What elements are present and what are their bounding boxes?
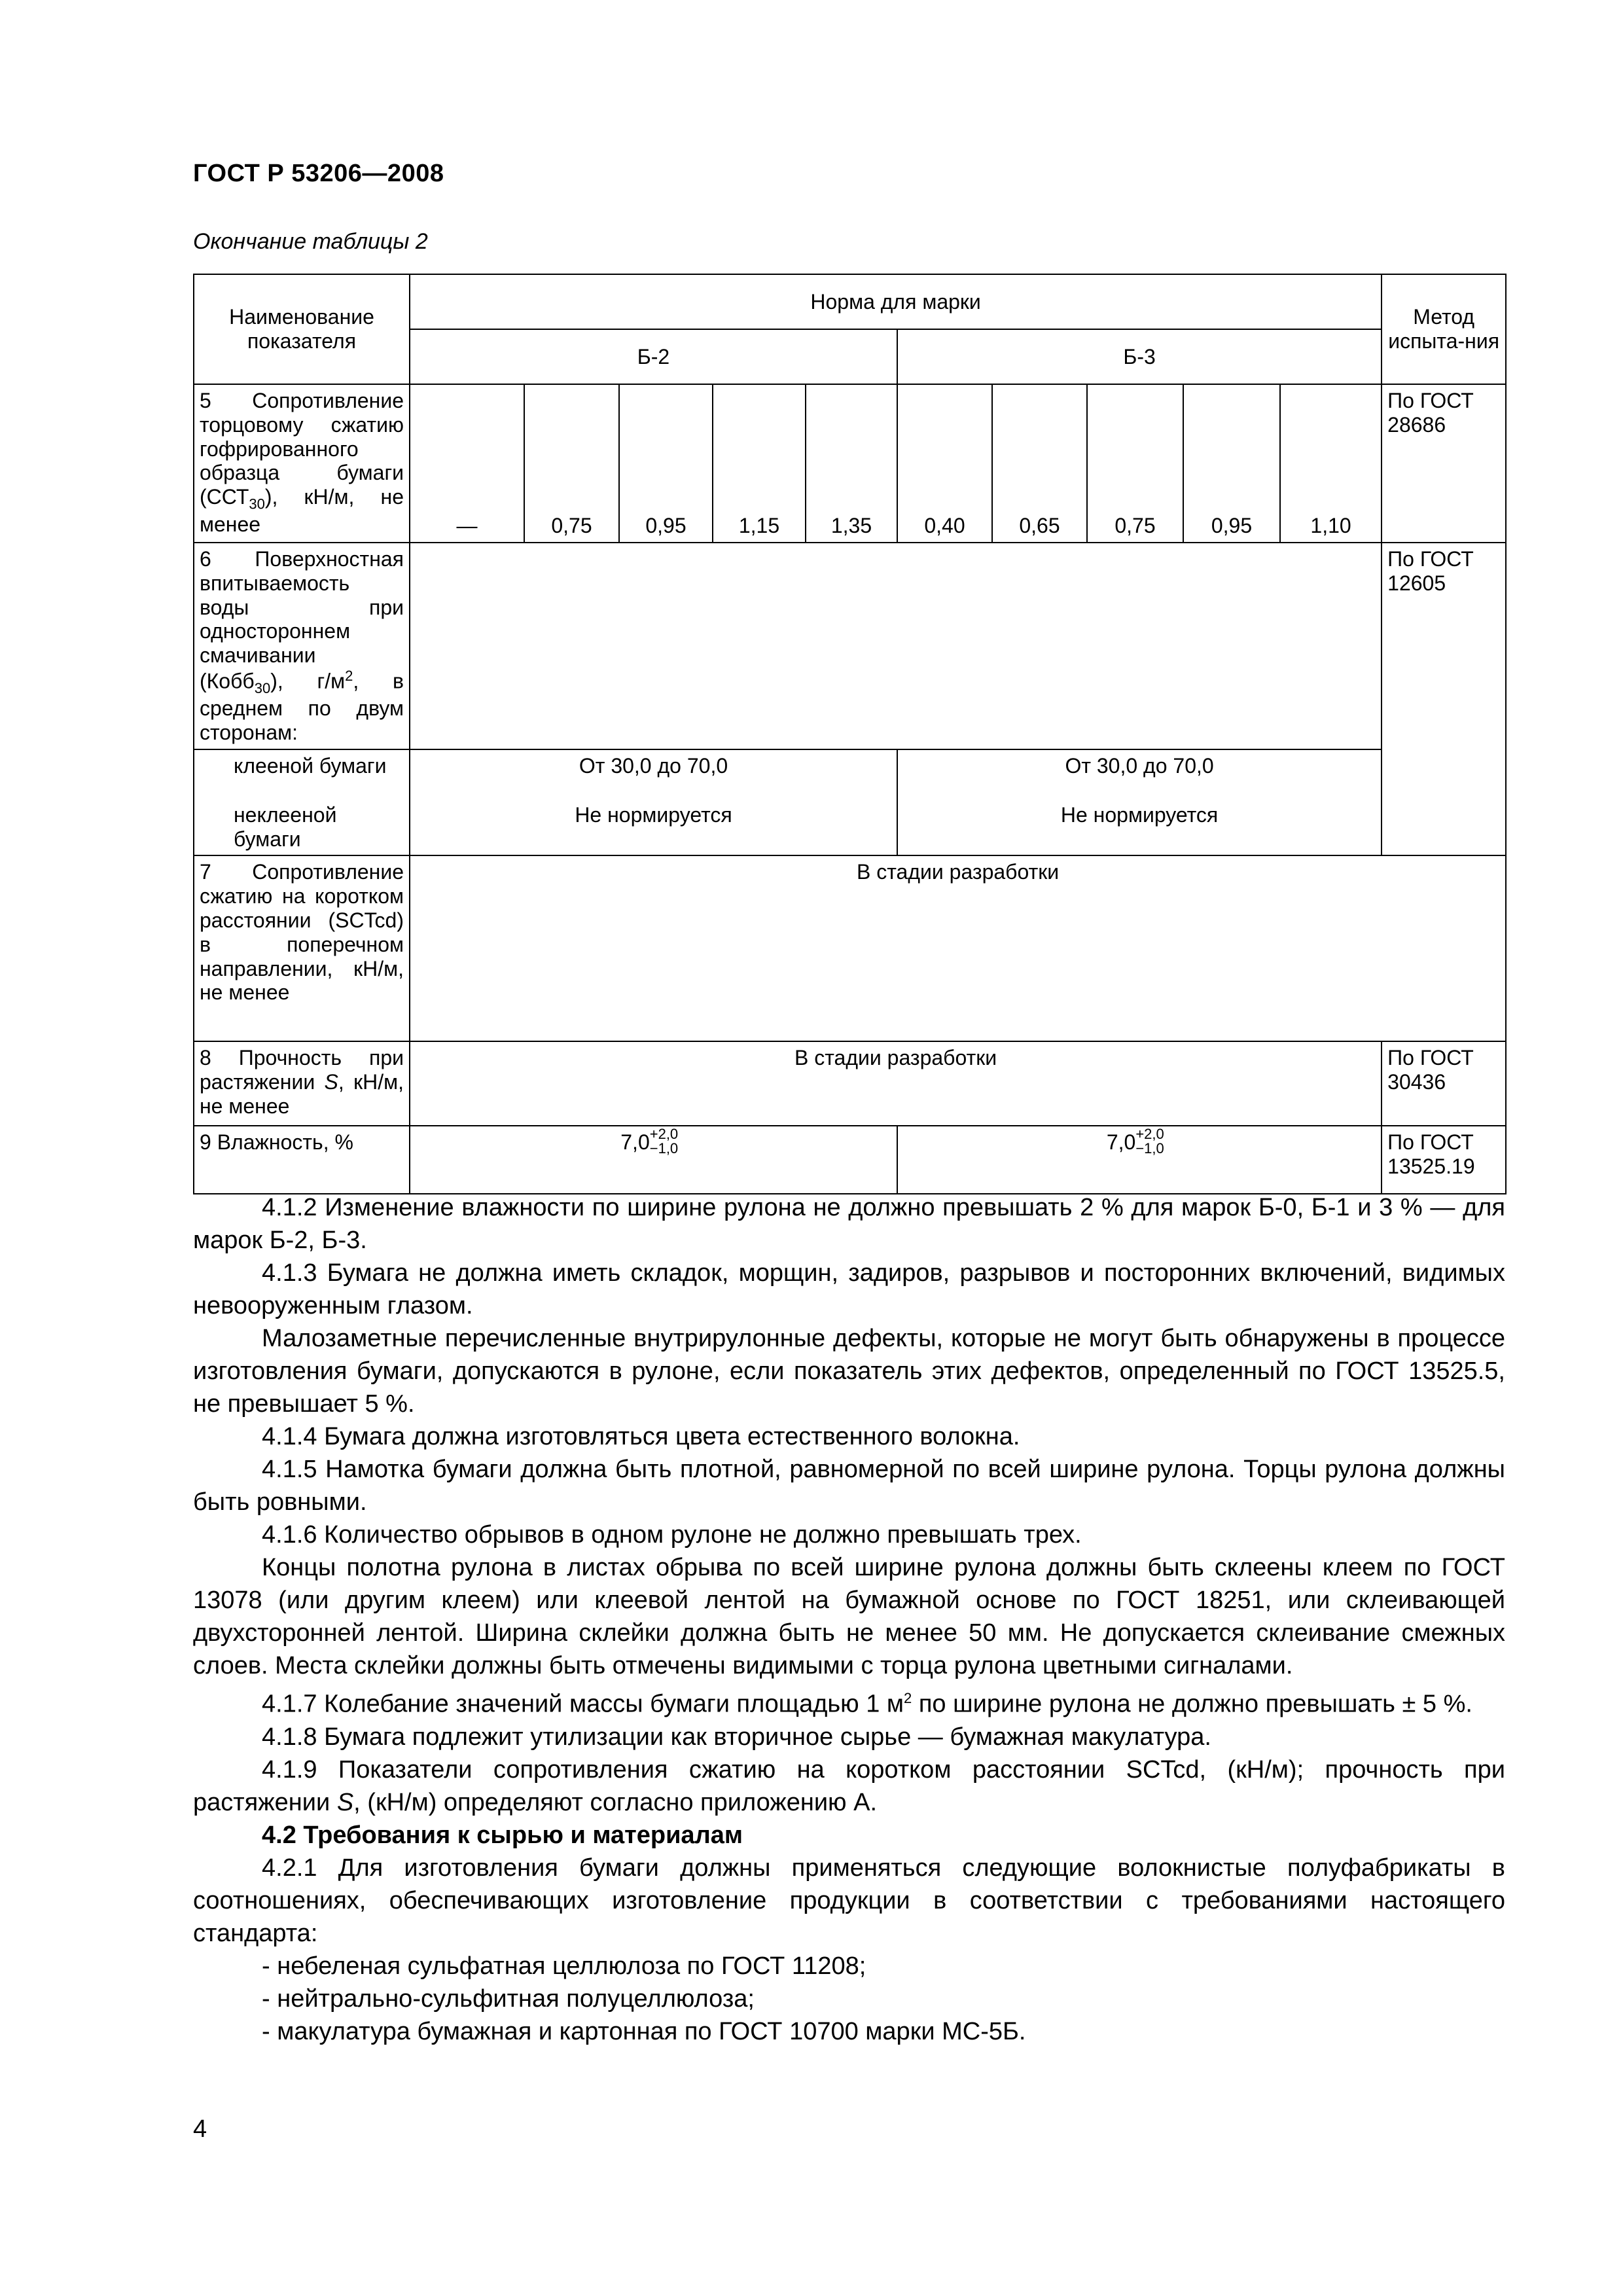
paragraph: Малозаметные перечисленные внутрирулонные дефекты, которые не могут быть обнаружены в процессе изготовления бумаги, допускаются в рулоне, если показатель этих дефектов, определенный по ГОСТ 13525.5, не превышает 5 %. <box>193 1325 1505 1418</box>
paragraph: 4.1.7 Колебание значений массы бумаги площадью 1 $м^2$ по ширине рулона не должно превышать ± 5 %. <box>262 1690 1472 1718</box>
col-norm-header: Норма для марки <box>410 274 1382 329</box>
col-name-header: Наименование показателя <box>194 274 410 384</box>
grade-b3: Б-3 <box>897 329 1382 384</box>
grade-b2: Б-2 <box>410 329 897 384</box>
row5-value: 0,95 <box>1183 384 1280 543</box>
paragraph: 4.1.6 Количество обрывов в одном рулоне не должно превышать трех. <box>262 1521 1082 1549</box>
row9-b3: 7,0 +2,0 −1,0 <box>897 1126 1382 1194</box>
row8-method: По ГОСТ 30436 <box>1382 1041 1506 1126</box>
row8-name: 8 Прочность при растяжении S, кН/м, не менее <box>194 1041 410 1126</box>
table-row <box>194 384 1506 543</box>
row5-value: 0,40 <box>897 384 992 543</box>
row6-sub2: неклееной бумаги <box>234 802 337 851</box>
page-number: 4 <box>193 2115 207 2143</box>
paragraph: 4.1.8 Бумага подлежит утилизации как вторичное сырье — бумажная макулатура. <box>262 1723 1211 1751</box>
row9-name: 9 Влажность, % <box>194 1126 410 1194</box>
row5-value: 1,35 <box>806 384 897 543</box>
row6-b3: От 30,0 до 70,0 Не нормируется <box>897 749 1382 855</box>
row5-method: По ГОСТ 28686 <box>1382 384 1506 543</box>
paragraph: 4.1.5 Намотка бумаги должна быть плотной, равномерной по всей ширине рулона. Торцы рулона должны быть ровными. <box>193 1456 1505 1516</box>
row5-value: 1,15 <box>713 384 806 543</box>
row5-value: 1,10 <box>1280 384 1382 543</box>
list-item: - нейтрально-сульфитная полуцеллюлоза; <box>262 1984 755 2013</box>
requirements-table <box>193 274 1507 1194</box>
row5-value: 0,75 <box>1087 384 1183 543</box>
row5-value: — <box>410 384 524 543</box>
row9-b2: 7,0 +2,0 −1,0 <box>410 1126 897 1194</box>
table-row <box>194 855 1506 1041</box>
body-text <box>193 1191 1505 2048</box>
row6-name: 6 Поверхностная впитываемость воды при одностороннем смачивании (Кобб$_{30}$), $г/м^2$, в среднем по двум сторонам: <box>194 543 410 749</box>
row5-name: 5 Сопротивление торцовому сжатию гофрированного образца бумаги $(ССТ_{30})$, кН/м, не менее <box>194 384 410 543</box>
paragraph: 4.1.3 Бумага не должна иметь складок, морщин, задиров, разрывов и посторонних включений, видимых невооруженным глазом. <box>193 1259 1505 1319</box>
row7-value: В стадии разработки <box>410 855 1506 1041</box>
row8-value: В стадии разработки <box>410 1041 1382 1126</box>
row7-name: 7 Сопротивление сжатию на коротком расстоянии (SCTcd) в поперечном направлении, кН/м, не менее <box>194 855 410 1041</box>
section-heading: 4.2 Требования к сырью и материалам <box>262 1821 743 1849</box>
table-caption: Окончание таблицы 2 <box>193 229 428 254</box>
row5-value: 0,75 <box>524 384 619 543</box>
table-row <box>194 1041 1506 1126</box>
paragraph: 4.1.9 Показатели сопротивления сжатию на коротком расстоянии SCTcd, (кН/м); прочность при растяжении S, (кН/м) определяют согласно приложению А. <box>193 1755 1505 1816</box>
table-row <box>194 543 1506 749</box>
header-row <box>194 274 1506 329</box>
list-item: - небеленая сульфатная целлюлоза по ГОСТ 11208; <box>262 1952 866 1980</box>
row6-subnames <box>194 749 410 855</box>
paragraph: 4.1.2 Изменение влажности по ширине рулона не должно превышать 2 % для марок Б-0, Б-1 и 3 % — для марок Б-2, Б-3. <box>193 1194 1505 1254</box>
paragraph: Концы полотна рулона в листах обрыва по всей ширине рулона должны быть склеены клеем по ГОСТ 13078 (или другим клеем) или клеевой лентой на бумажной основе по ГОСТ 18251, или склеивающей двухсторонней лентой. Ширина склейки должна быть не менее 50 мм. Не допускается склеивание смежных слоев. Места склейки должны быть отмечены видимыми с торца рулона цветными сигналами. <box>193 1554 1505 1679</box>
paragraph: 4.2.1 Для изготовления бумаги должны применяться следующие волокнистые полуфабрикаты в соотношениях, обеспечивающих изготовление продукции в соответствии с требованиями настоящего стандарта: <box>193 1854 1505 1947</box>
row5-value: 0,65 <box>992 384 1087 543</box>
row5-value: 0,95 <box>619 384 713 543</box>
row6-sub1: клееной бумаги <box>234 753 387 778</box>
document-header: ГОСТ Р 53206—2008 <box>193 160 444 187</box>
table-row <box>194 749 1506 855</box>
row9-method: По ГОСТ 13525.19 <box>1382 1126 1506 1194</box>
table-row <box>194 1126 1506 1194</box>
list-item: - макулатура бумажная и картонная по ГОСТ 10700 марки МС-5Б. <box>262 2017 1026 2045</box>
row6-spacer <box>410 543 1382 749</box>
col-method-header: Метод испыта-ния <box>1382 274 1506 384</box>
row6-b2: От 30,0 до 70,0 Не нормируется <box>410 749 897 855</box>
paragraph: 4.1.4 Бумага должна изготовляться цвета естественного волокна. <box>262 1423 1020 1450</box>
row6-method: По ГОСТ 12605 <box>1382 543 1506 855</box>
